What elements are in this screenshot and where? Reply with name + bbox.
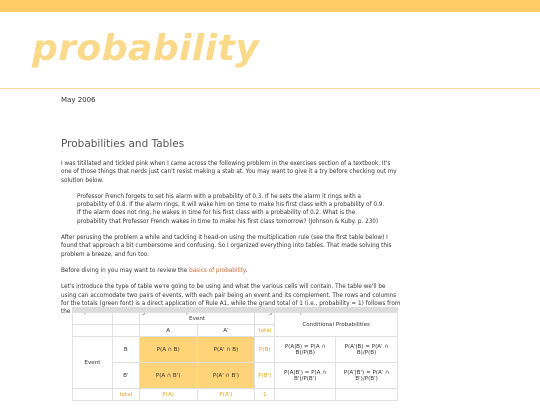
blank-header (255, 313, 275, 325)
site-title[interactable]: probability (32, 28, 260, 69)
table-intro-paragraph: Let's introduce the type of table we're going to be using and what the various cells will contain. The table we'll be using can accomodate two pairs of events, with each pair being an event and its complement. The rows and columns for the totals (green font) is a direct application of Rule A1, while the grand total of 1 (i.e., probability = 1) follows from the complement rule. The eight conditional probabilities are derived using the multiplication rule. (61, 284, 401, 316)
intro-paragraph: I was titillated and tickled pink when I came across the following problem in the exercises section of a textbook. It's one of those things that nerds just can't resist making a stab at. You may want to give it a try before checking out my solution below. (61, 161, 397, 184)
cond-aprime-given-bprime (336, 363, 398, 389)
post-heading: Probabilities and Tables (61, 138, 185, 150)
cond-a-given-bprime-line2: B')/P(B') (293, 375, 317, 382)
table-corner-4 (112, 325, 139, 337)
column-a-prime-header: A' (197, 325, 255, 337)
cond-a-given-bprime-line1: P(A|B') = P(A ∩ (284, 369, 327, 376)
cell-a-and-b: P(A ∩ B) (139, 337, 197, 363)
grand-total: 1 (255, 389, 275, 401)
cell-a-and-bprime: P(A ∩ B') (139, 363, 197, 389)
row-b-prime-label: B' (112, 363, 139, 389)
probability-table (72, 312, 398, 401)
total-row-blank-2 (275, 389, 336, 401)
total-row-blank (73, 389, 113, 401)
cell-aprime-and-bprime: P(A' ∩ B') (197, 363, 255, 389)
approach-paragraph: After perusing the problem a while and tackling it head-on using the multiplication rule (see the first table below) I found that approach a bit cumbersome and confusing. So I organized everything into tables. That made solving this problem a breeze, and fun too. (61, 235, 392, 258)
total-row-label: total (112, 389, 139, 401)
column-a-header: A (139, 325, 197, 337)
total-column-header: total (255, 325, 275, 337)
cond-aprime-given-b-line1: P(A'|B) = P(A' ∩ (344, 343, 389, 350)
cond-a-given-b-line1: P(A|B) = P(A ∩ (284, 343, 326, 350)
probability-table-container (72, 307, 398, 410)
total-p-aprime: P(A') (197, 389, 255, 401)
review-paragraph (61, 267, 401, 275)
problem-quote-text: Professor French forgets to set his alarm with a probability of 0.3. If he sets the alarm it rings with a probability of 0.8. If the alarm rings, it will wake him on time to make his first class with a probability of 0.9. If the alarm does not ring, he wakes in time for his first class with a probability of 0.2. What is the probability that Professor French wakes in time to make his first class tomorrow? (Johnson & Kuby. p. 230) (77, 193, 385, 225)
post-date: May 2006 (61, 96, 96, 104)
review-end: . (245, 267, 248, 274)
cell-aprime-and-b: P(A' ∩ B) (197, 337, 255, 363)
cond-aprime-given-bprime-line1: P(A'|B') = P(A' ∩ (343, 369, 390, 376)
table-corner-3 (73, 325, 113, 337)
table-corner-2 (112, 313, 139, 325)
problem-quote (77, 193, 387, 226)
cond-aprime-given-bprime-line2: B')/P(B') (355, 375, 378, 382)
cond-a-given-b (275, 337, 336, 363)
cond-a-given-b-line2: B)/P(B) (295, 349, 315, 356)
total-p-a: P(A) (139, 389, 197, 401)
title-divider (0, 88, 540, 89)
post-content (61, 138, 401, 324)
row-b-label: B (112, 337, 139, 363)
cell-p-bprime: P(B') (255, 363, 275, 389)
table-corner (73, 313, 113, 325)
cond-aprime-given-b-line2: B)/P(B) (356, 349, 377, 356)
cond-a-given-bprime (275, 363, 336, 389)
cond-aprime-given-b (336, 337, 398, 363)
basics-of-probability-link[interactable]: basics of probability (189, 267, 246, 274)
event-column-header: Event (139, 313, 255, 325)
total-row-blank-3 (336, 389, 398, 401)
review-text: Before diving in you may want to review the (61, 267, 190, 274)
conditional-probabilities-header: Conditional Probabilities (275, 313, 398, 337)
row-event-label: Event (73, 337, 113, 389)
top-accent-bar (0, 0, 540, 12)
cell-p-b: P(B) (255, 337, 275, 363)
